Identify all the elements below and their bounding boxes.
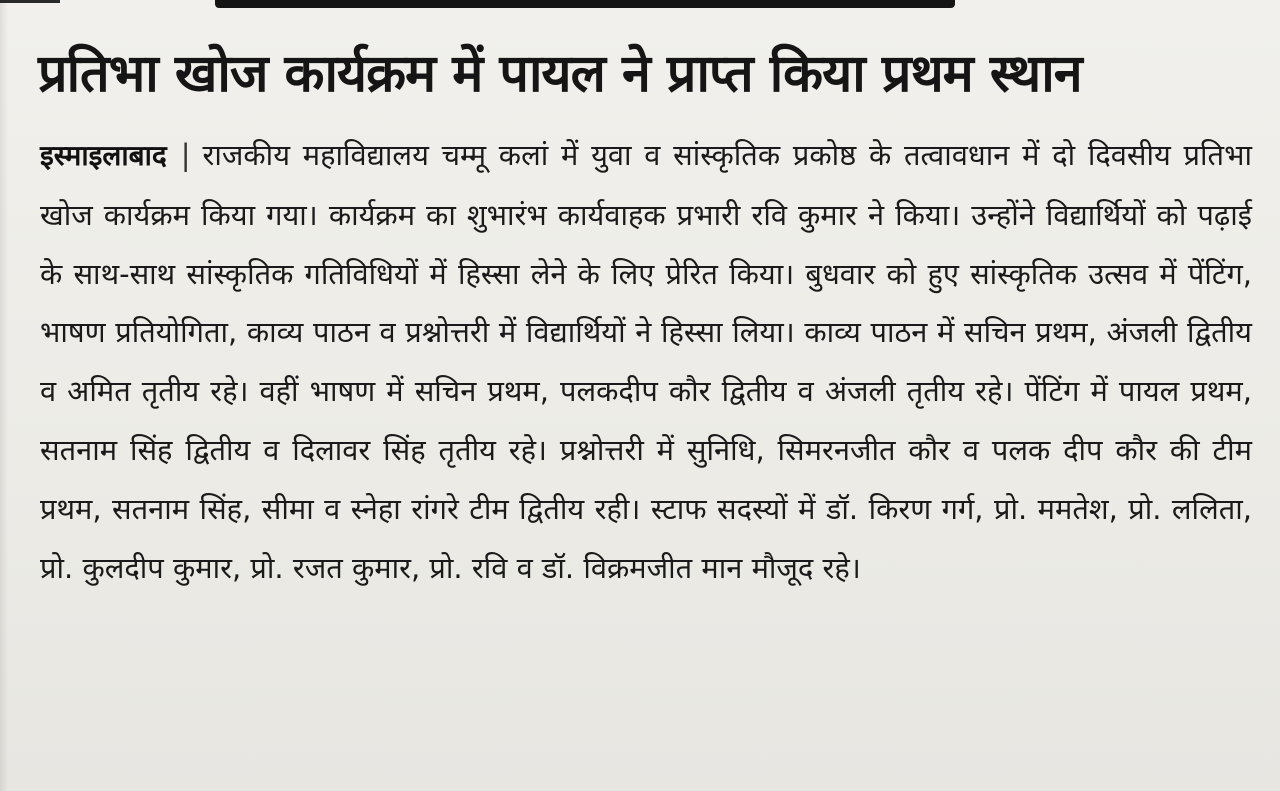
dateline-separator: |	[180, 138, 191, 172]
article-body-text: राजकीय महाविद्यालय चम्मू कलां में युवा व सांस्कृतिक प्रकोष्ठ के तत्वावधान में दो दिवसीय प्रतिभा खोज कार्यक्रम किया गया। कार्यक्रम का शुभारंभ कार्यवाहक प्रभारी रवि कुमार ने किया। उन्होंने विद्यार्थियों को पढ़ाई के साथ-साथ सांस्कृतिक गतिविधियों में हिस्सा लेने के लिए प्रेरित किया। बुधवार को हुए सांस्कृतिक उत्सव में पेंटिंग, भाषण प्रतियोगिता, काव्य पाठन व प्रश्नोत्तरी में विद्यार्थियों ने हिस्सा लिया। काव्य पाठन में सचिन प्रथम, अंजली द्वितीय व अमित तृतीय रहे। वहीं भाषण में सचिन प्रथम, पलकदीप कौर द्वितीय व अंजली तृतीय रहे। पेंटिंग में पायल प्रथम, सतनाम सिंह द्वितीय व दिलावर सिंह तृतीय रहे। प्रश्नोत्तरी में सुनिधि, सिमरनजीत कौर व पलक दीप कौर की टीम प्रथम, सतनाम सिंह, सीमा व स्नेहा रांगरे टीम द्वितीय रही। स्टाफ सदस्यों में डॉ. किरण गर्ग, प्रो. ममतेश, प्रो. ललिता, प्रो. कुलदीप कुमार, प्रो. रजत कुमार, प्रो. रवि व डॉ. विक्रमजीत मान मौजूद रहे।	[40, 138, 1252, 585]
article-body	[40, 126, 1252, 776]
ink-strip-left	[0, 0, 60, 3]
article-dateline: इस्माइलाबाद	[40, 139, 167, 172]
article-headline: प्रतिभा खोज कार्यक्रम में पायल ने प्राप्त किया प्रथम स्थान	[38, 44, 1082, 104]
top-ink-border	[0, 0, 1280, 10]
ink-strip	[215, 0, 955, 8]
page-edge-shadow	[0, 0, 8, 791]
